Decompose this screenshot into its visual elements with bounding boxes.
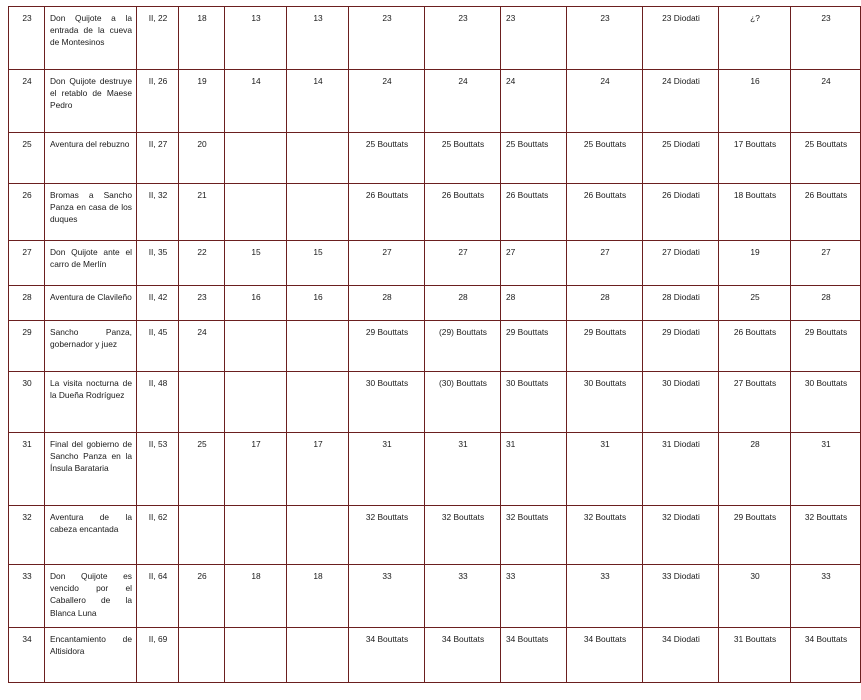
cell-ref: II, 64 (137, 565, 179, 628)
cell-b4: 34 Bouttats (567, 628, 643, 683)
cell-b2: 27 (425, 241, 501, 286)
cell-b3: 28 (501, 286, 567, 321)
cell-n3: 13 (287, 7, 349, 70)
cell-d1: 29 Diodati (643, 321, 719, 372)
table-row (9, 372, 861, 433)
table-row (9, 184, 861, 241)
cell-d1: 32 Diodati (643, 506, 719, 565)
cell-b2: 34 Bouttats (425, 628, 501, 683)
cell-b4: 25 Bouttats (567, 133, 643, 184)
cell-last: 31 (791, 433, 861, 506)
cell-n1: 23 (179, 286, 225, 321)
cell-b1: 24 (349, 70, 425, 133)
cell-last: 26 Bouttats (791, 184, 861, 241)
cell-b3: 23 (501, 7, 567, 70)
cell-b2: 23 (425, 7, 501, 70)
cell-b3: 34 Bouttats (501, 628, 567, 683)
cell-b4: 24 (567, 70, 643, 133)
cell-title: Aventura de la cabeza encantada (45, 506, 137, 565)
cell-b1: 27 (349, 241, 425, 286)
cell-n2 (225, 628, 287, 683)
cell-d1: 28 Diodati (643, 286, 719, 321)
cell-d2: 30 (719, 565, 791, 628)
cell-b3: 32 Bouttats (501, 506, 567, 565)
cell-b2: (30) Bouttats (425, 372, 501, 433)
cell-b2: 31 (425, 433, 501, 506)
cell-d2: 25 (719, 286, 791, 321)
cell-b2: 25 Bouttats (425, 133, 501, 184)
cell-d2: ¿? (719, 7, 791, 70)
cell-b3: 29 Bouttats (501, 321, 567, 372)
cell-last: 33 (791, 565, 861, 628)
cell-n2: 15 (225, 241, 287, 286)
cell-n3: 15 (287, 241, 349, 286)
table-row (9, 286, 861, 321)
cell-d2: 26 Bouttats (719, 321, 791, 372)
cell-b1: 32 Bouttats (349, 506, 425, 565)
cell-d2: 19 (719, 241, 791, 286)
cell-n1 (179, 628, 225, 683)
cell-b4: 29 Bouttats (567, 321, 643, 372)
cell-d2: 31 Bouttats (719, 628, 791, 683)
cell-b4: 26 Bouttats (567, 184, 643, 241)
cell-n2: 14 (225, 70, 287, 133)
cell-n1: 18 (179, 7, 225, 70)
cell-b1: 34 Bouttats (349, 628, 425, 683)
cell-title: Don Quijote a la entrada de la cueva de Montesinos (45, 7, 137, 70)
cell-d2: 29 Bouttats (719, 506, 791, 565)
table-row (9, 7, 861, 70)
cell-d2: 16 (719, 70, 791, 133)
cell-ref: II, 53 (137, 433, 179, 506)
cell-n3 (287, 133, 349, 184)
cell-title: Don Quijote destruye el retablo de Maese Pedro (45, 70, 137, 133)
cell-b1: 25 Bouttats (349, 133, 425, 184)
cell-title: Final del gobierno de Sancho Panza en la Ínsula Barataria (45, 433, 137, 506)
cell-b4: 30 Bouttats (567, 372, 643, 433)
cell-ref: II, 22 (137, 7, 179, 70)
cell-title: Encantamiento de Altisidora (45, 628, 137, 683)
cell-d1: 33 Diodati (643, 565, 719, 628)
cell-last: 29 Bouttats (791, 321, 861, 372)
cell-ref: II, 45 (137, 321, 179, 372)
cell-n2 (225, 133, 287, 184)
cell-b1: 33 (349, 565, 425, 628)
cell-d2: 17 Bouttats (719, 133, 791, 184)
cell-b4: 32 Bouttats (567, 506, 643, 565)
cell-d1: 23 Diodati (643, 7, 719, 70)
table-row (9, 433, 861, 506)
cell-d2: 27 Bouttats (719, 372, 791, 433)
cell-b1: 28 (349, 286, 425, 321)
cell-ref: II, 27 (137, 133, 179, 184)
cell-n2 (225, 321, 287, 372)
cell-n2: 13 (225, 7, 287, 70)
cell-n2 (225, 184, 287, 241)
cell-b3: 30 Bouttats (501, 372, 567, 433)
cell-b3: 33 (501, 565, 567, 628)
cell-title: Aventura de Clavileño (45, 286, 137, 321)
cell-n1: 25 (179, 433, 225, 506)
cell-n1: 26 (179, 565, 225, 628)
cell-n2: 17 (225, 433, 287, 506)
cell-ref: II, 62 (137, 506, 179, 565)
cell-b2: 24 (425, 70, 501, 133)
cell-d2: 18 Bouttats (719, 184, 791, 241)
cell-last: 23 (791, 7, 861, 70)
cell-n2 (225, 372, 287, 433)
cell-num: 23 (9, 7, 45, 70)
cell-n3 (287, 628, 349, 683)
cell-b4: 27 (567, 241, 643, 286)
table-row (9, 628, 861, 683)
cell-n3: 18 (287, 565, 349, 628)
cell-b4: 28 (567, 286, 643, 321)
cell-n3 (287, 372, 349, 433)
cell-n2 (225, 506, 287, 565)
cell-d1: 26 Diodati (643, 184, 719, 241)
cell-b2: 32 Bouttats (425, 506, 501, 565)
cell-b3: 27 (501, 241, 567, 286)
cell-last: 28 (791, 286, 861, 321)
cell-n1 (179, 372, 225, 433)
cell-n3 (287, 321, 349, 372)
cell-n1 (179, 506, 225, 565)
cell-b2: 26 Bouttats (425, 184, 501, 241)
episodes-table (8, 6, 861, 683)
cell-n1: 20 (179, 133, 225, 184)
cell-n2: 16 (225, 286, 287, 321)
cell-num: 28 (9, 286, 45, 321)
table-body (9, 7, 861, 683)
cell-ref: II, 42 (137, 286, 179, 321)
cell-last: 34 Bouttats (791, 628, 861, 683)
cell-b2: (29) Bouttats (425, 321, 501, 372)
cell-ref: II, 26 (137, 70, 179, 133)
cell-b3: 31 (501, 433, 567, 506)
cell-d1: 25 Diodati (643, 133, 719, 184)
cell-title: Don Quijote ante el carro de Merlín (45, 241, 137, 286)
cell-ref: II, 32 (137, 184, 179, 241)
cell-b1: 31 (349, 433, 425, 506)
table-row (9, 506, 861, 565)
table-row (9, 70, 861, 133)
cell-d1: 34 Diodati (643, 628, 719, 683)
cell-num: 29 (9, 321, 45, 372)
cell-b4: 33 (567, 565, 643, 628)
cell-n1: 24 (179, 321, 225, 372)
cell-n3: 16 (287, 286, 349, 321)
cell-num: 26 (9, 184, 45, 241)
cell-n3 (287, 506, 349, 565)
cell-num: 32 (9, 506, 45, 565)
cell-d1: 30 Diodati (643, 372, 719, 433)
table-row (9, 321, 861, 372)
cell-ref: II, 48 (137, 372, 179, 433)
cell-n1: 22 (179, 241, 225, 286)
cell-ref: II, 35 (137, 241, 179, 286)
cell-d1: 31 Diodati (643, 433, 719, 506)
cell-b1: 30 Bouttats (349, 372, 425, 433)
cell-last: 25 Bouttats (791, 133, 861, 184)
cell-num: 27 (9, 241, 45, 286)
cell-b1: 26 Bouttats (349, 184, 425, 241)
cell-num: 31 (9, 433, 45, 506)
cell-n3: 17 (287, 433, 349, 506)
cell-n2: 18 (225, 565, 287, 628)
cell-num: 34 (9, 628, 45, 683)
cell-n3: 14 (287, 70, 349, 133)
cell-d1: 24 Diodati (643, 70, 719, 133)
cell-title: Sancho Panza, gobernador y juez (45, 321, 137, 372)
cell-n1: 21 (179, 184, 225, 241)
cell-last: 30 Bouttats (791, 372, 861, 433)
cell-b2: 28 (425, 286, 501, 321)
cell-num: 25 (9, 133, 45, 184)
cell-b2: 33 (425, 565, 501, 628)
cell-ref: II, 69 (137, 628, 179, 683)
cell-title: Aventura del rebuzno (45, 133, 137, 184)
cell-title: Don Quijote es vencido por el Caballero de la Blanca Luna (45, 565, 137, 628)
cell-b3: 25 Bouttats (501, 133, 567, 184)
table-row (9, 133, 861, 184)
cell-b3: 24 (501, 70, 567, 133)
cell-num: 33 (9, 565, 45, 628)
cell-b4: 31 (567, 433, 643, 506)
cell-b1: 23 (349, 7, 425, 70)
cell-last: 32 Bouttats (791, 506, 861, 565)
table-row (9, 565, 861, 628)
table-row (9, 241, 861, 286)
cell-n3 (287, 184, 349, 241)
cell-d2: 28 (719, 433, 791, 506)
cell-title: La visita nocturna de la Dueña Rodríguez (45, 372, 137, 433)
cell-b3: 26 Bouttats (501, 184, 567, 241)
cell-n1: 19 (179, 70, 225, 133)
cell-b1: 29 Bouttats (349, 321, 425, 372)
cell-b4: 23 (567, 7, 643, 70)
cell-d1: 27 Diodati (643, 241, 719, 286)
cell-last: 27 (791, 241, 861, 286)
cell-title: Bromas a Sancho Panza en casa de los duques (45, 184, 137, 241)
cell-num: 24 (9, 70, 45, 133)
cell-last: 24 (791, 70, 861, 133)
cell-num: 30 (9, 372, 45, 433)
